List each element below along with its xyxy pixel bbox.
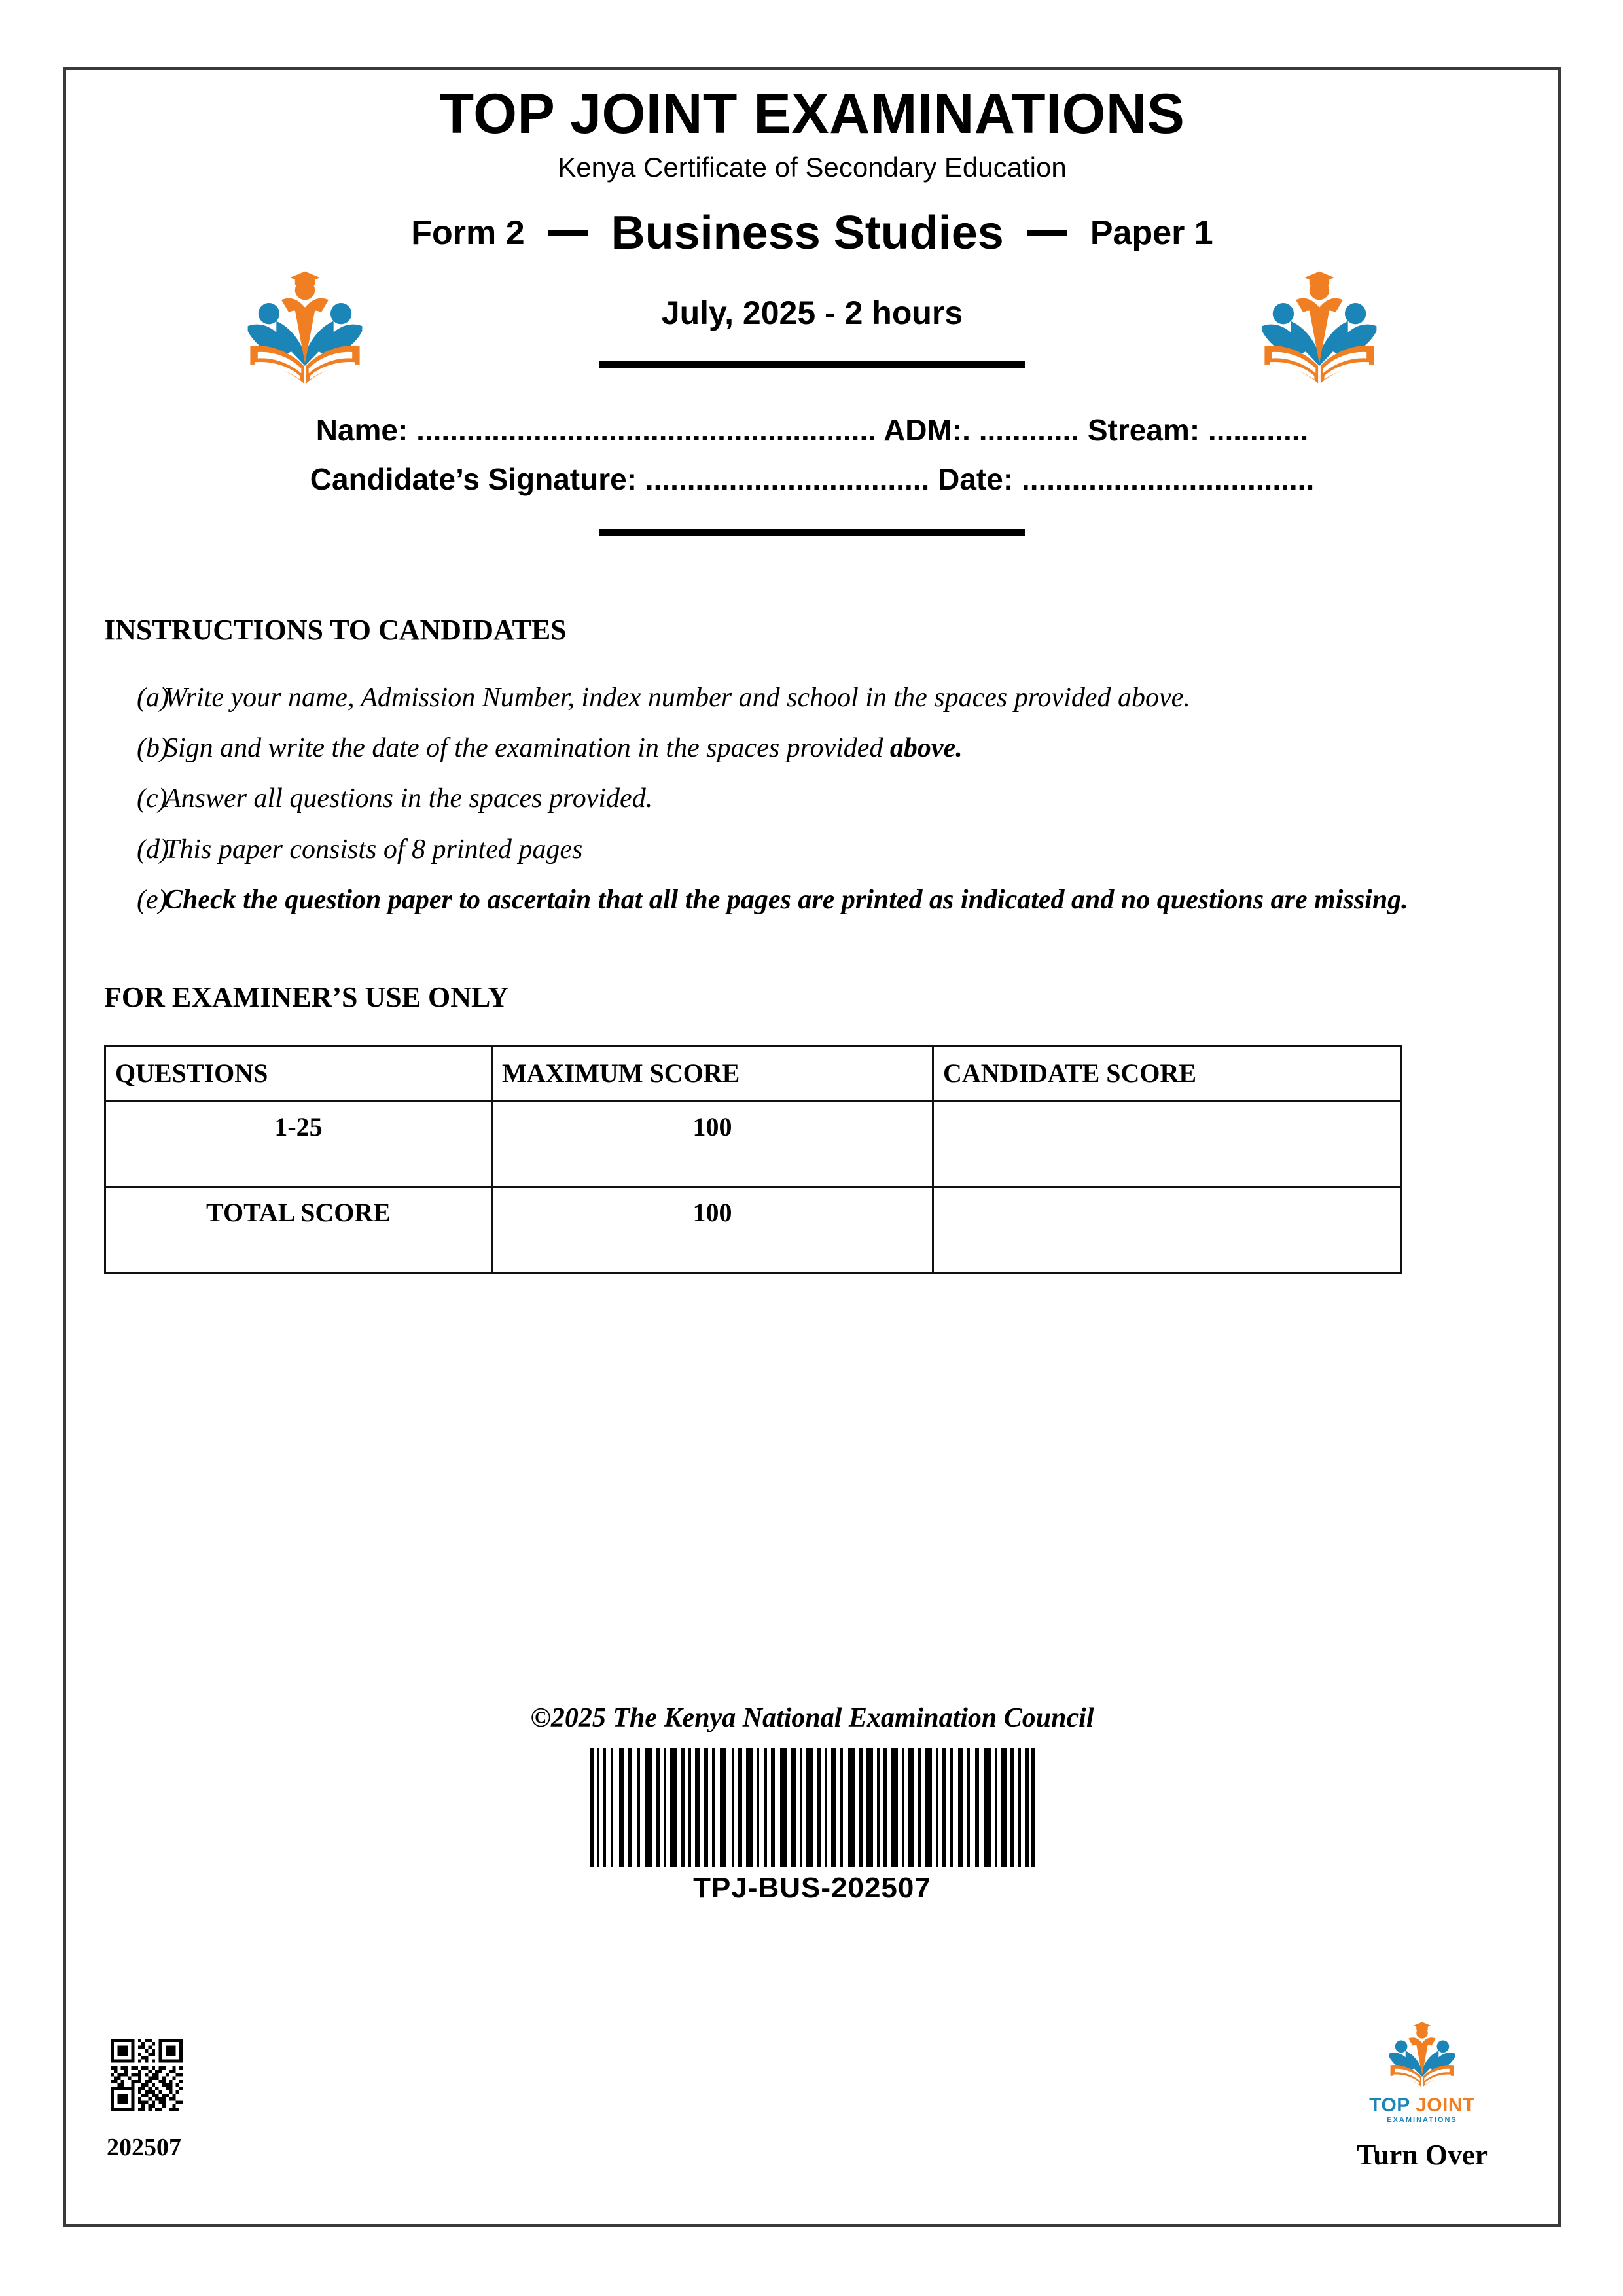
page-title: TOP JOINT EXAMINATIONS [439, 82, 1185, 145]
graduation-book-logo-icon [1257, 266, 1382, 394]
certificate-subtitle: Kenya Certificate of Secondary Education [558, 152, 1067, 183]
list-item-text [164, 728, 1460, 768]
signature-field-line[interactable]: Candidate’s Signature: .................................. Date: ................................... [310, 462, 1315, 496]
barcode-block [588, 1748, 1037, 1905]
list-item [66, 830, 1558, 869]
cell-total-candidate-score[interactable] [933, 1187, 1402, 1272]
list-item-text: Check the question paper to ascertain that all the pages are printed as indicated and no questions are missing. [164, 885, 1408, 916]
brand-word-top: TOP [1369, 2094, 1410, 2116]
instructions-heading: INSTRUCTIONS TO CANDIDATES [104, 613, 567, 646]
examiner-heading: FOR EXAMINER’S USE ONLY [104, 980, 509, 1013]
form-label: Form 2 [411, 214, 525, 253]
exam-paper-page [63, 67, 1561, 2227]
column-header-questions: QUESTIONS [105, 1045, 492, 1101]
column-header-maximum-score: MAXIMUM SCORE [492, 1045, 933, 1101]
table-row [105, 1101, 1402, 1187]
column-header-candidate-score: CANDIDATE SCORE [933, 1045, 1402, 1101]
dash-separator-icon [1027, 230, 1067, 236]
brand-word-joint: JOINT [1416, 2094, 1475, 2116]
header-divider-rule [599, 361, 1025, 368]
cell-questions-range: 1-25 [105, 1101, 492, 1187]
copyright-notice: ©2025 The Kenya National Examination Council [530, 1702, 1094, 1733]
barcode-icon [588, 1748, 1037, 1867]
turn-over-label: Turn Over [1356, 2139, 1488, 2171]
list-item [66, 728, 1558, 768]
header-block [66, 84, 1558, 368]
candidate-details-block [66, 406, 1558, 503]
page-code-label: 202507 [107, 2134, 181, 2161]
list-marker: (b) [137, 732, 169, 763]
brand-footer-block [1324, 2019, 1520, 2172]
list-marker: (e) [137, 885, 168, 916]
list-marker: (c) [137, 783, 168, 814]
list-item-text: Write your name, Admission Number, index number and school in the spaces provided above. [164, 682, 1190, 713]
list-item-text-lead: Sign and write the date of the examination in the spaces provided [164, 732, 890, 763]
fields-divider-rule [599, 529, 1025, 536]
qr-code-icon [111, 2039, 183, 2111]
list-item-text-emphasis: above. [889, 732, 963, 763]
list-item [66, 779, 1558, 818]
paper-number-label: Paper 1 [1090, 214, 1213, 253]
dash-separator-icon [548, 230, 588, 236]
cell-candidate-score[interactable] [933, 1101, 1402, 1187]
brand-tagline: EXAMINATIONS [1387, 2116, 1457, 2124]
barcode-label: TPJ-BUS-202507 [693, 1871, 931, 1904]
table-row [105, 1187, 1402, 1272]
instructions-list [66, 678, 1558, 920]
list-item [66, 880, 1558, 920]
brand-wordmark [1324, 2096, 1520, 2115]
examiner-score-table [104, 1045, 1402, 1274]
cell-total-maximum-score: 100 [492, 1187, 933, 1272]
list-item-text: Answer all questions in the spaces provided. [164, 783, 653, 814]
list-marker: (a) [137, 682, 169, 713]
cell-total-label: TOTAL SCORE [105, 1187, 492, 1272]
name-field-line[interactable]: Name: ....................................................... ADM:. ............ Stream: ............ [315, 413, 1309, 448]
list-item [66, 678, 1558, 717]
table-header-row [105, 1045, 1402, 1101]
graduation-book-logo-icon [243, 266, 367, 394]
cell-maximum-score: 100 [492, 1101, 933, 1187]
graduation-book-logo-icon [1383, 2083, 1461, 2094]
subject-label: Business Studies [611, 207, 1004, 260]
qr-code-block [107, 2039, 183, 2162]
list-marker: (d) [137, 834, 169, 865]
list-item-text: This paper consists of 8 printed pages [164, 834, 583, 865]
exam-date-duration: July, 2025 - 2 hours [661, 295, 963, 332]
